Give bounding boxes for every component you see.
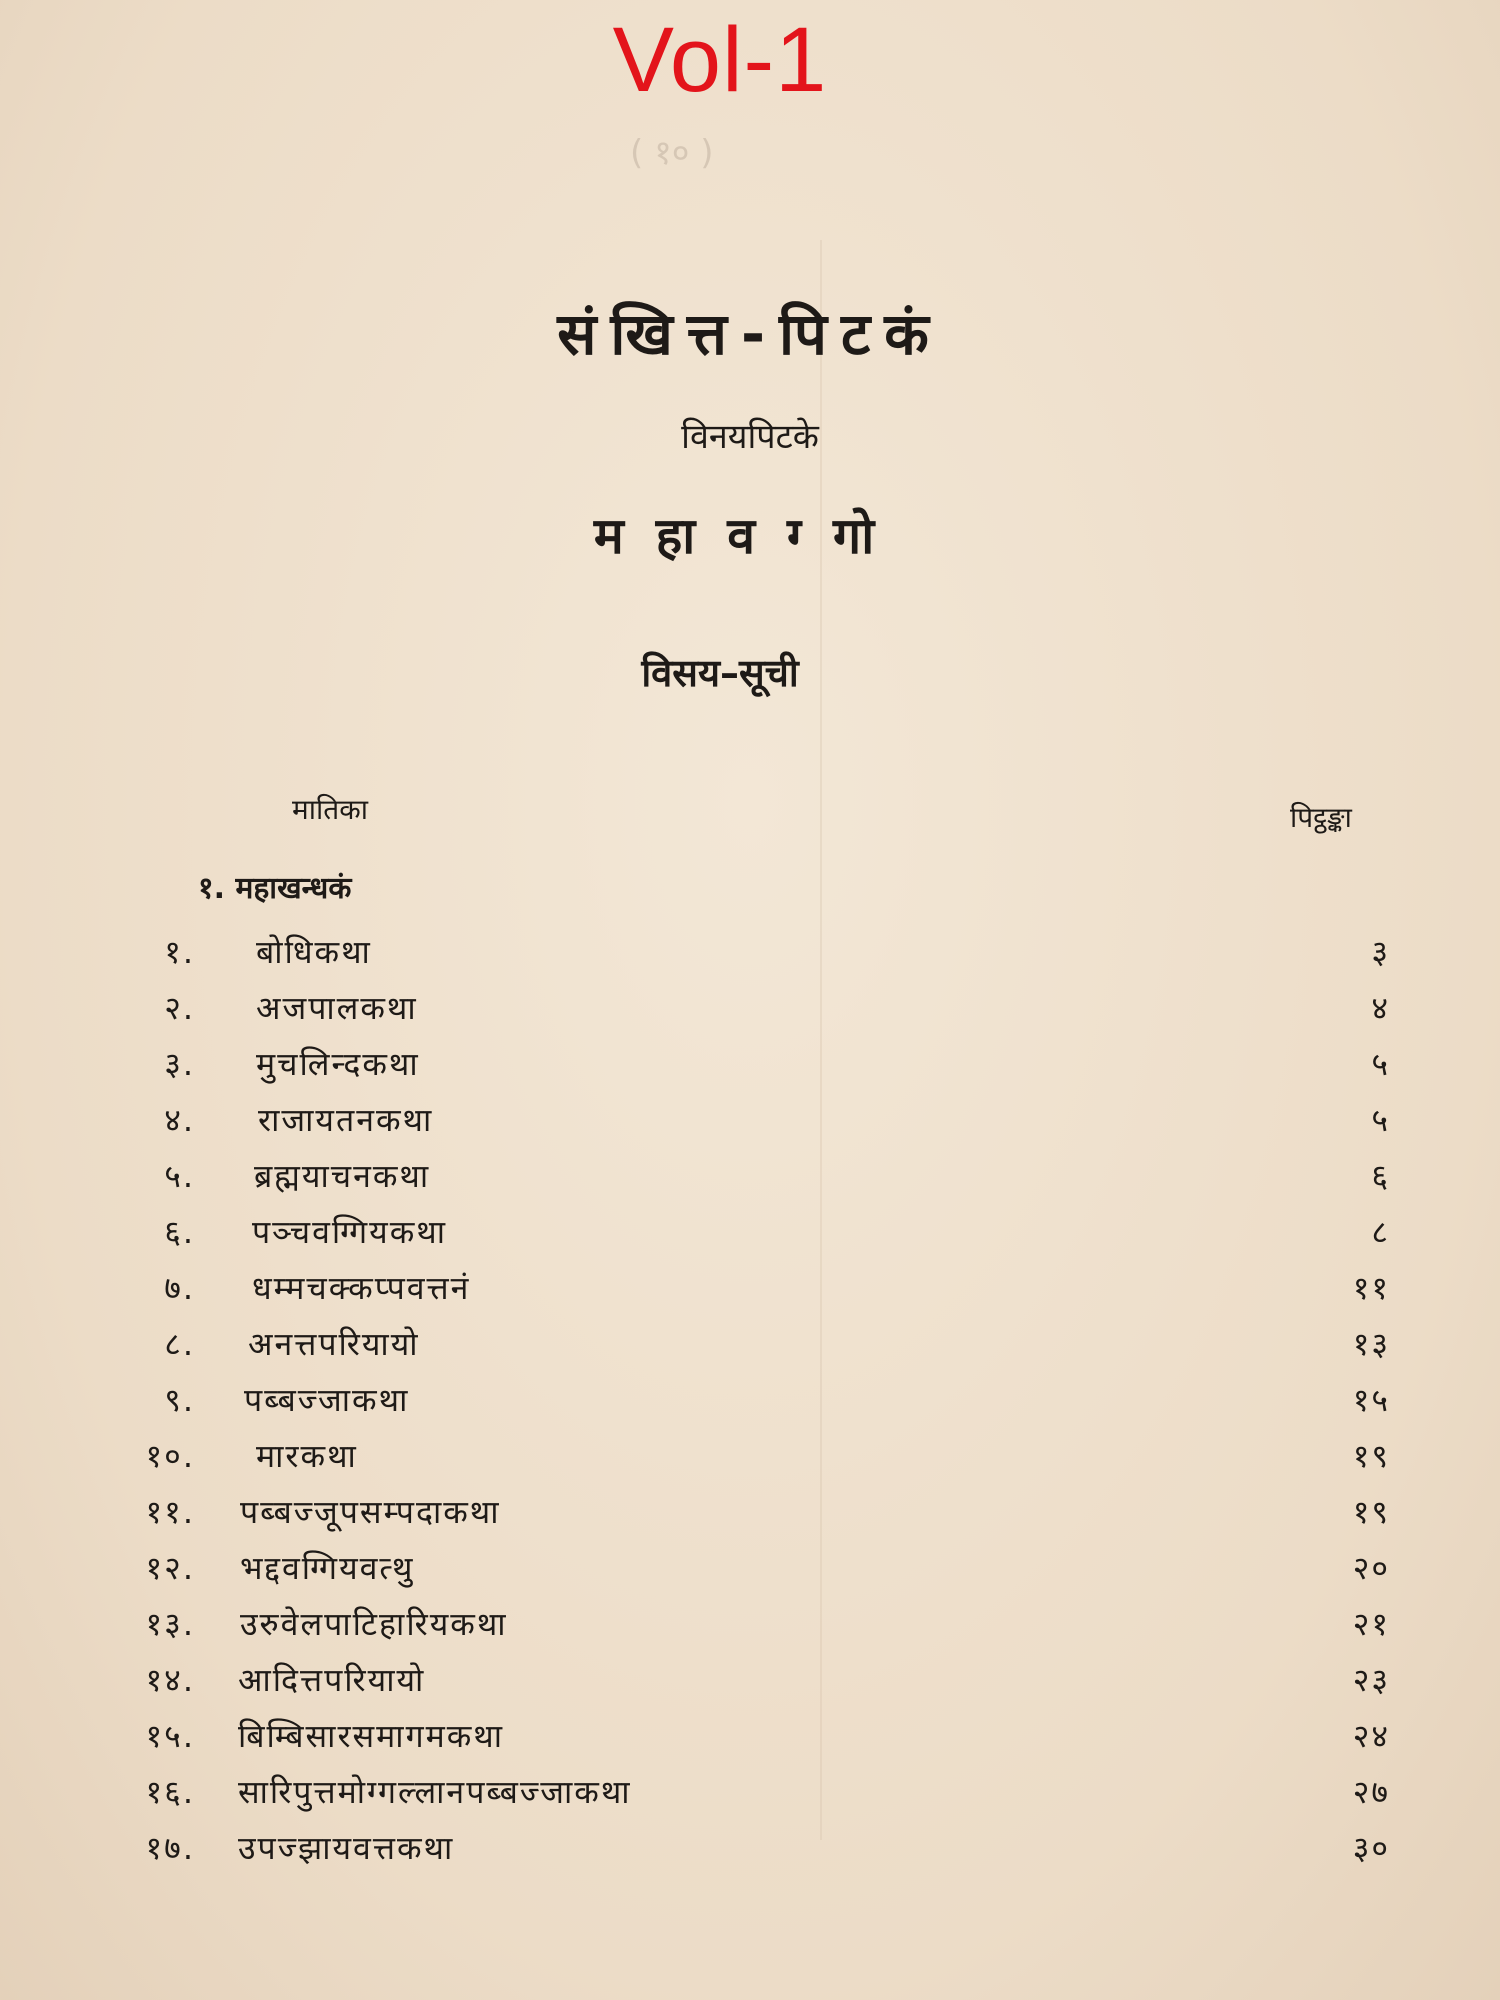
toc-entry-page: १९ bbox=[1352, 1437, 1390, 1475]
toc-row bbox=[0, 1210, 1500, 1266]
toc-entry-page: २४ bbox=[1352, 1717, 1390, 1755]
toc-entry-number: १४. bbox=[145, 1661, 195, 1699]
vagga-heading: महावग्गो bbox=[593, 507, 907, 565]
toc-entry-title: अजपालकथा bbox=[256, 989, 418, 1027]
toc-row bbox=[0, 1490, 1500, 1546]
toc-row bbox=[0, 1266, 1500, 1322]
toc-entry-title: पब्बज्जूपसम्पदाकथा bbox=[240, 1493, 501, 1531]
toc-entry-number: ६. bbox=[164, 1213, 195, 1251]
page-subtitle: विनयपिटके bbox=[681, 417, 819, 457]
toc-entry-title: मुचलिन्दकथा bbox=[256, 1045, 420, 1083]
toc-entry-number: ५. bbox=[164, 1157, 195, 1195]
toc-row bbox=[0, 1770, 1500, 1826]
toc-entry-number: ११. bbox=[145, 1493, 195, 1531]
toc-entry-title: उरुवेलपाटिहारियकथा bbox=[240, 1605, 508, 1643]
toc-entry-number: १२. bbox=[145, 1549, 195, 1587]
toc-entry-page: २० bbox=[1352, 1549, 1390, 1587]
toc-row bbox=[0, 1602, 1500, 1658]
section-heading: १. महाखन्धकं bbox=[198, 871, 352, 906]
toc-entry-title: मारकथा bbox=[256, 1437, 358, 1475]
toc-entry-number: ४. bbox=[164, 1101, 195, 1139]
toc-entry-page: ११ bbox=[1352, 1269, 1390, 1307]
toc-entry-number: १३. bbox=[145, 1605, 195, 1643]
toc-entry-page: ३ bbox=[1371, 933, 1390, 971]
toc-entry-page: १५ bbox=[1352, 1381, 1390, 1419]
toc-entry-page: १३ bbox=[1352, 1325, 1390, 1363]
toc-entry-title: बिम्बिसारसमागमकथा bbox=[238, 1717, 505, 1755]
toc-entry-page: ८ bbox=[1371, 1213, 1390, 1251]
toc-entry-number: १. bbox=[164, 933, 195, 971]
toc-entry-number: ९. bbox=[164, 1381, 195, 1419]
page-title: संखित्त-पिटकं bbox=[557, 300, 943, 368]
toc-entry-page: २३ bbox=[1352, 1661, 1390, 1699]
ghost-page-number: ( १० ) bbox=[630, 133, 714, 173]
toc-entry-page: ६ bbox=[1371, 1157, 1390, 1195]
toc-entry-title: बोधिकथा bbox=[256, 933, 372, 971]
toc-entry-number: १०. bbox=[145, 1437, 195, 1475]
toc-entry-page: २१ bbox=[1352, 1605, 1390, 1643]
toc-row bbox=[0, 986, 1500, 1042]
column-header-matika: मातिका bbox=[292, 793, 368, 826]
toc-row bbox=[0, 1154, 1500, 1210]
toc-entry-title: उपज्झायवत्तकथा bbox=[238, 1829, 455, 1867]
toc-entry-number: १७. bbox=[145, 1829, 195, 1867]
toc-entry-page: ४ bbox=[1371, 989, 1390, 1027]
toc-row bbox=[0, 1378, 1500, 1434]
toc-entry-number: ३. bbox=[164, 1045, 195, 1083]
toc-row bbox=[0, 1434, 1500, 1490]
toc-entry-title: ब्रह्मयाचनकथा bbox=[254, 1157, 431, 1195]
toc-entry-title: भद्दवग्गियवत्थु bbox=[240, 1549, 415, 1587]
toc-entry-number: ८. bbox=[164, 1325, 195, 1363]
toc-row bbox=[0, 1546, 1500, 1602]
toc-entry-page: ३० bbox=[1352, 1829, 1390, 1867]
toc-entry-number: १५. bbox=[145, 1717, 195, 1755]
toc-row bbox=[0, 1826, 1500, 1882]
toc-row bbox=[0, 1042, 1500, 1098]
toc-entry-title: पञ्चवग्गियकथा bbox=[252, 1213, 448, 1251]
contents-heading: विसय–सूची bbox=[641, 651, 799, 695]
toc-row bbox=[0, 1714, 1500, 1770]
toc-entry-title: सारिपुत्तमोग्गल्लानपब्बज्जाकथा bbox=[238, 1773, 632, 1811]
column-header-page: पिट्ठङ्का bbox=[1290, 801, 1352, 834]
volume-label: Vol-1 bbox=[612, 9, 828, 111]
toc-entry-page: ५ bbox=[1371, 1045, 1390, 1083]
toc-row bbox=[0, 1322, 1500, 1378]
toc-row bbox=[0, 1658, 1500, 1714]
toc-entry-title: धम्मचक्कप्पवत्तनं bbox=[252, 1269, 471, 1307]
toc-entry-title: पब्बज्जाकथा bbox=[244, 1381, 410, 1419]
toc-entry-number: ७. bbox=[164, 1269, 195, 1307]
toc-entry-number: १६. bbox=[145, 1773, 195, 1811]
toc-entry-page: ५ bbox=[1371, 1101, 1390, 1139]
toc-entry-page: १९ bbox=[1352, 1493, 1390, 1531]
toc-entry-number: २. bbox=[164, 989, 195, 1027]
toc-row bbox=[0, 1098, 1500, 1154]
toc-entry-page: २७ bbox=[1352, 1773, 1390, 1811]
toc-entry-title: आदित्तपरियायो bbox=[238, 1661, 426, 1699]
toc-row bbox=[0, 930, 1500, 986]
toc-entry-title: राजायतनकथा bbox=[258, 1101, 434, 1139]
toc-entry-title: अनत्तपरियायो bbox=[248, 1325, 420, 1363]
